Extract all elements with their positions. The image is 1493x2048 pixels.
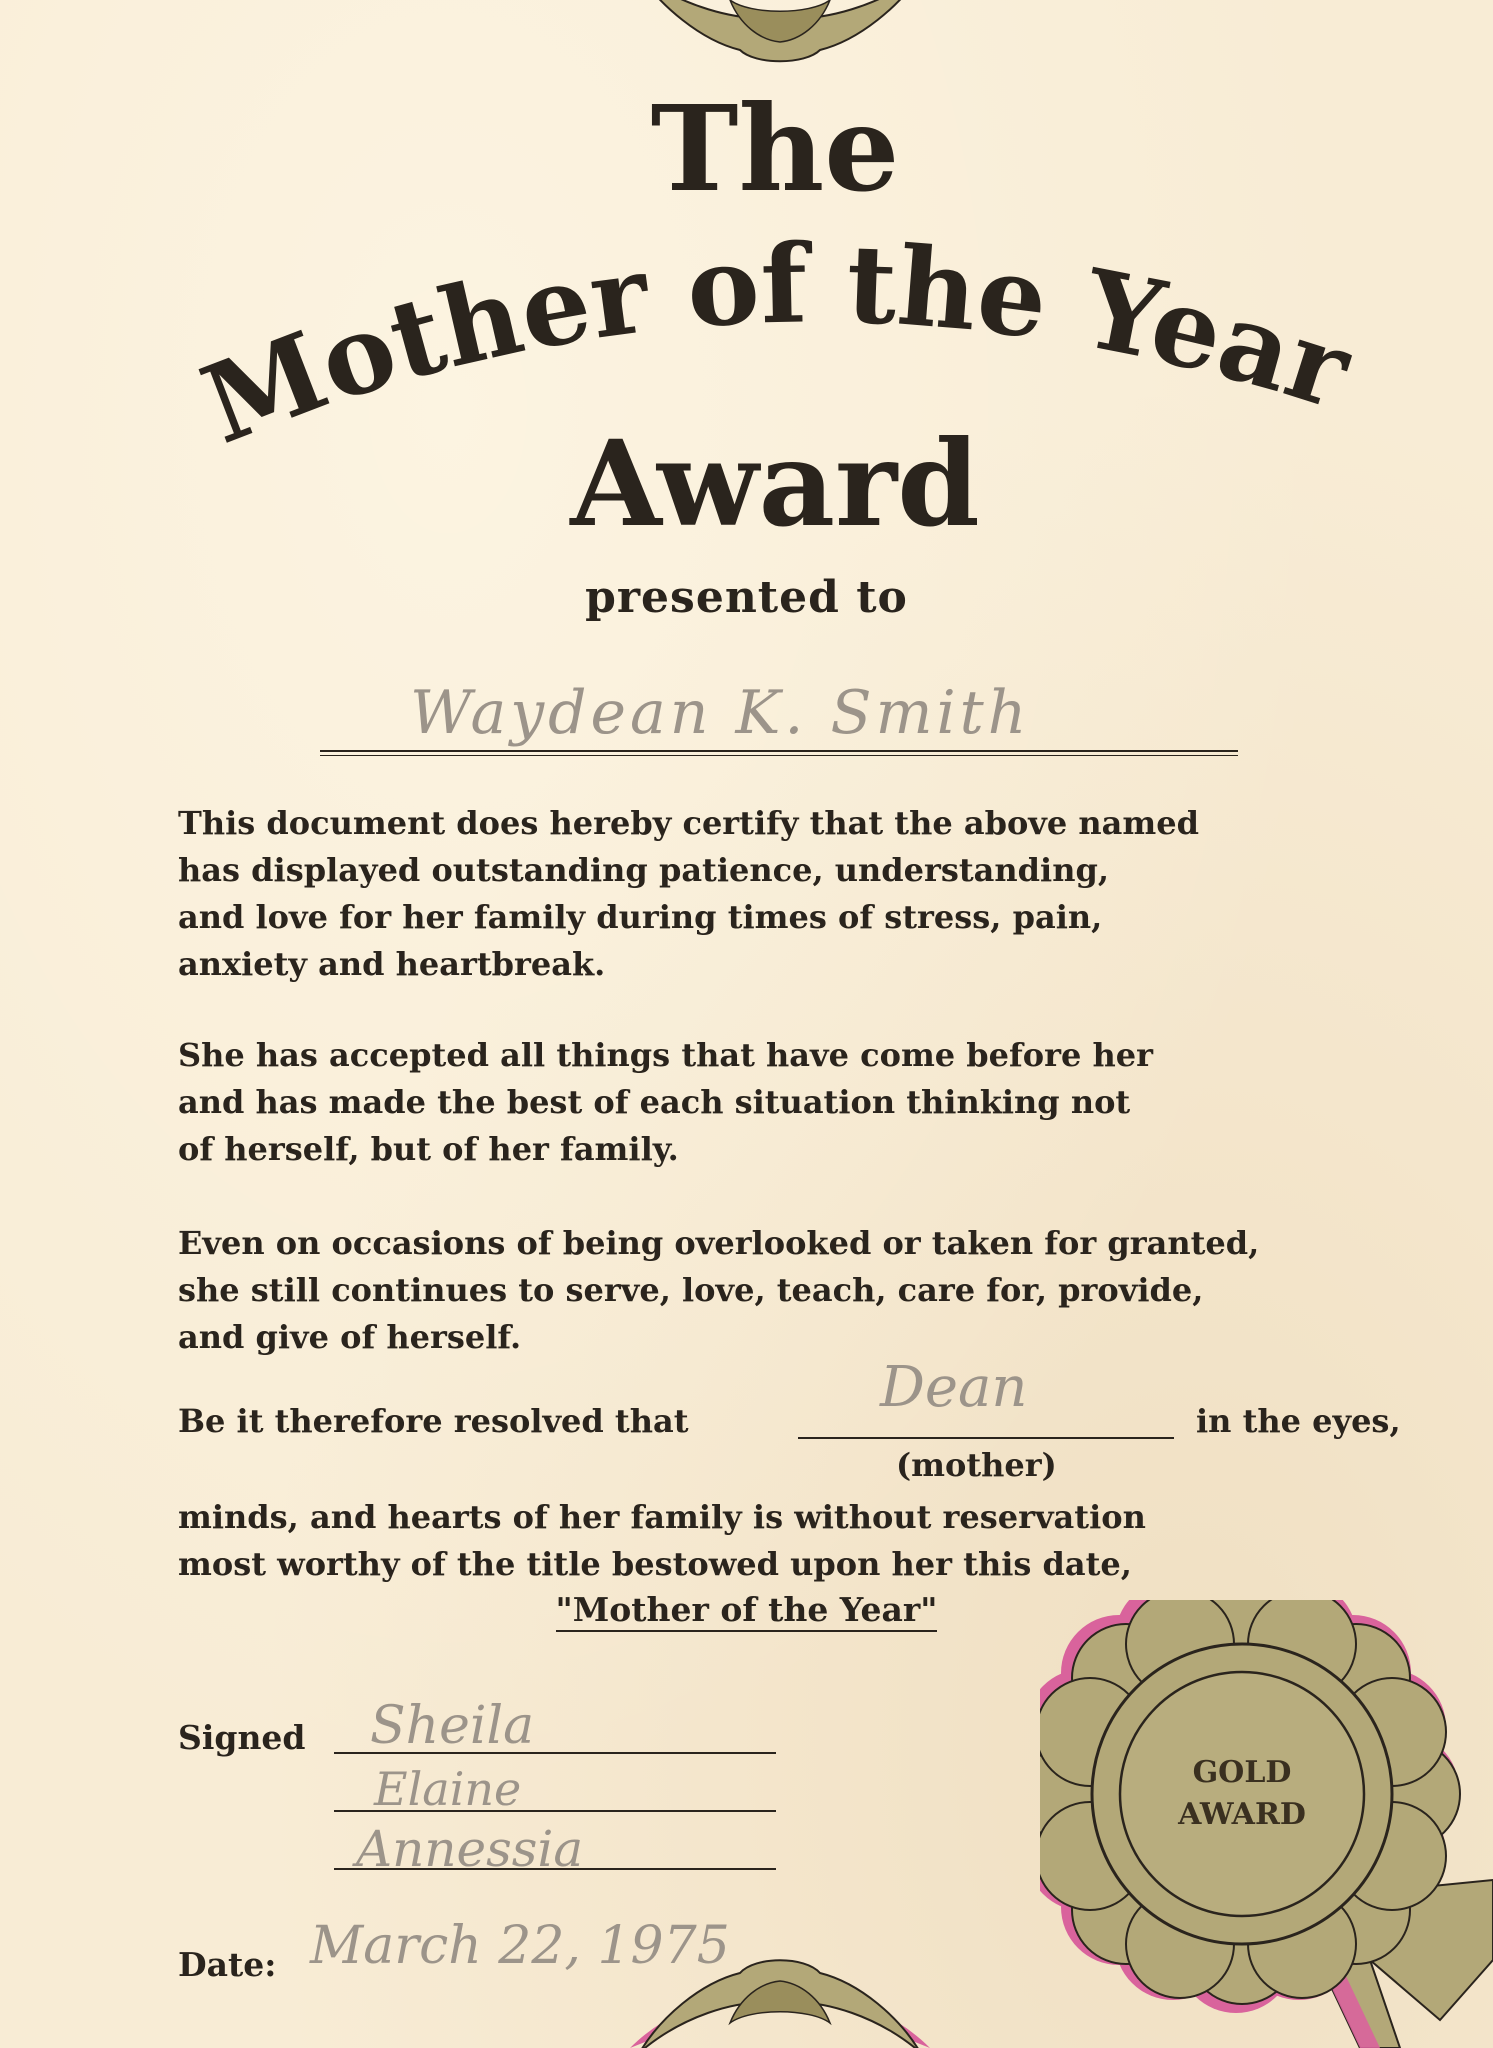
- signature-line-3: [334, 1868, 776, 1870]
- seal-line-1: GOLD: [1192, 1755, 1292, 1790]
- recipient-line: [320, 750, 1238, 756]
- signature-line-2: [334, 1810, 776, 1812]
- signed-label: Signed: [178, 1718, 306, 1757]
- mother-name-line: [798, 1437, 1174, 1439]
- paragraph-resolution: minds, and hearts of her family is without reservation most worthy of the title bestowed upon her this date,: [178, 1498, 1146, 1583]
- mother-name-value: Dean: [880, 1355, 1028, 1420]
- seal-line-2: AWARD: [1178, 1797, 1306, 1832]
- resolution-lead: Be it therefore resolved that: [178, 1402, 689, 1440]
- paragraph-overlooked: Even on occasions of being overlooked or taken for granted, she still continues to serve, love, teach, care for, provide, and give of herself.: [178, 1224, 1260, 1356]
- title-the: The: [650, 79, 900, 218]
- signature-3: Annessia: [356, 1820, 584, 1878]
- signature-2: Elaine: [374, 1762, 522, 1816]
- signature-1: Sheila: [370, 1696, 535, 1756]
- presented-to-label: presented to: [585, 572, 908, 623]
- resolution-tail: in the eyes,: [1196, 1402, 1401, 1440]
- award-title: "Mother of the Year": [556, 1590, 938, 1632]
- date-value: March 22, 1975: [310, 1916, 730, 1976]
- paragraph-certify: This document does hereby certify that the above named has displayed outstanding patience, understanding, and love for her family during times of stress, pain, anxiety and heartbreak.: [178, 804, 1199, 983]
- mother-caption: (mother): [896, 1446, 1057, 1484]
- title-block: [0, 0, 1493, 560]
- title-award: Award: [570, 414, 980, 553]
- gold-award-seal: [1040, 1600, 1493, 2048]
- recipient-name: Waydean K. Smith: [410, 678, 1031, 748]
- paragraph-accepted: She has accepted all things that have come before her and has made the best of each situation thinking not of herself, but of her family.: [178, 1036, 1153, 1168]
- bottom-ornament-icon: [610, 1948, 950, 2048]
- signature-line-1: [334, 1752, 776, 1754]
- date-label: Date:: [178, 1945, 277, 1984]
- title-main: Mother of the Year: [186, 221, 1365, 469]
